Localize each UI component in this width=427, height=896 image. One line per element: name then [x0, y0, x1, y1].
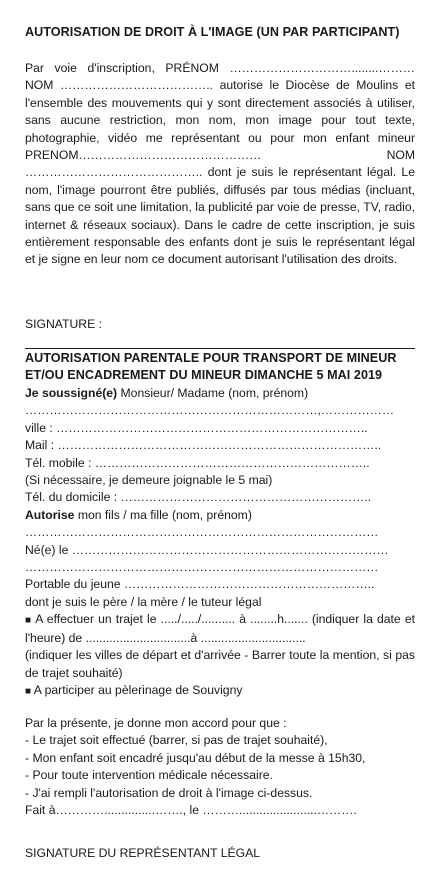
name-fill-line[interactable]: ………………………………………………………………,……………… [25, 403, 395, 418]
image-rights-signature-label: SIGNATURE : [25, 317, 102, 331]
autorise-text: mon fils / ma fille (nom, prénom) [74, 507, 252, 522]
accord-item: - Mon enfant soit encadré jusqu'au début de la messe à 15h30, [25, 750, 366, 765]
parent-role-text: dont je suis le père / la mère / le tuteur légal [25, 594, 262, 609]
soussigne-text: Monsieur/ Madame (nom, prénom) [117, 386, 309, 400]
square-bullet-icon: ■ [25, 615, 32, 627]
extra-fill-line[interactable]: …………………………………………………………………………… [25, 560, 379, 575]
tel-mobile-field[interactable]: Tél. mobile : ………………………………………………………….. [25, 455, 370, 470]
transport-title: AUTORISATION PARENTALE POUR TRANSPORT DE MINEUR ET/OU ENCADREMENT DU MINEUR DIMANCHE 5 MAI 2019 [25, 351, 397, 383]
accord-item: - Pour toute intervention médicale nécessaire. [25, 768, 273, 783]
accord-item: - J'ai rempli l'autorisation de droit à l'image ci-dessus. [25, 785, 313, 800]
accord-intro: Par la présente, je donne mon accord pour que : [25, 716, 287, 730]
trajet-text: A effectuer un trajet le ...../...../.......... à ........h....... (indiquer la date et l'heure) de ...............................à ............................... [25, 612, 415, 645]
pelerinage-text: A participer au pèlerinage de Souvigny [31, 682, 243, 697]
image-rights-title: AUTORISATION DE DROIT À L'IMAGE (UN PAR PARTICIPANT) [25, 25, 400, 39]
mail-field[interactable]: Mail : …………………………………………………………………….. [25, 438, 382, 453]
soussigne-line [25, 385, 415, 402]
portable-field[interactable]: Portable du jeune …………………………………………………….. [25, 577, 375, 592]
pelerinage-line[interactable] [25, 682, 415, 700]
trajet-note: (indiquer les villes de départ et d'arrivée - Barrer toute la mention, si pas de trajet souhaité) [25, 648, 415, 680]
accord-section [25, 715, 415, 819]
child-name-fill-line[interactable]: …………………………………………………………………………… [25, 525, 379, 540]
accord-item: - Le trajet soit effectué (barrer, si pas de trajet souhaité), [25, 733, 328, 748]
fait-a-field[interactable]: Fait à…………...............……., le ……….......................………. [25, 803, 357, 818]
tel-domicile-field[interactable]: Tél. du domicile : …………………………………………………….. [25, 490, 372, 505]
soussigne-label: Je soussigné(e) [25, 386, 118, 400]
trajet-paragraph[interactable] [25, 611, 415, 647]
transport-form [25, 385, 415, 700]
ville-field[interactable]: ville : ………………………………………………………………….. [25, 420, 368, 435]
section-divider [25, 348, 415, 349]
transport-signature-label: SIGNATURE DU REPRÉSENTANT LÉGAL [25, 846, 260, 860]
autorise-label: Autorise [25, 507, 75, 522]
joignable-note: (Si nécessaire, je demeure joignable le 5 mai) [25, 473, 273, 488]
square-bullet-icon: ■ [25, 685, 32, 697]
birthdate-field[interactable]: Né(e) le …………………………………………………………………… [25, 542, 389, 557]
autorise-line [25, 507, 415, 524]
image-rights-body: Par voie d'inscription, PRÉNOM …………………………........……… NOM ……………………………….. autorise le Diocèse de Moulins et l'ensemble des mouvements qui y sont directement associés à utiliser, sans aucune restriction, mon nom, mon image pour tout texte, photographie, vidéo me représentant ou pour mon enfant mineur PRENOM……………………………………… NOM …………………………………….. dont je suis le représentant légal. Le nom, l'image pourront être publiés, diffusés par tous médias (incluant, sans que ce soit une limitation, la publicité par voie de presse, TV, radio, internet & réseaux sociaux). Dans le cadre de cette inscription, je suis entièrement responsable des enfants dont je suis le représentant légal et je signe en leur nom ce document autorisant l'utilisation des droits. [25, 61, 415, 267]
